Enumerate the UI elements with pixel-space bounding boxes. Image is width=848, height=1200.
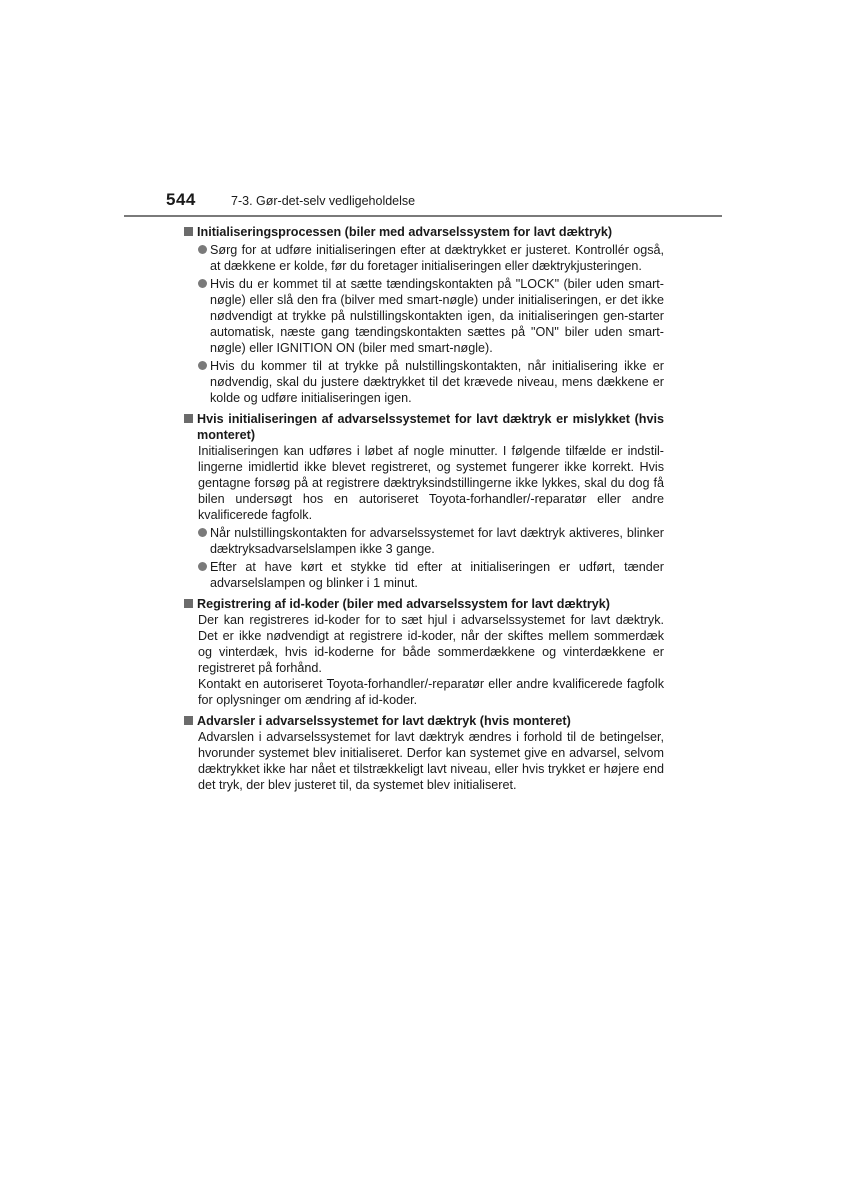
square-bullet-icon (184, 414, 193, 423)
section-body: Advarslen i advarselssystemet for lavt dæktryk ændres i forhold til de betingelser, hvorunder systemet blev initialiseret. Derfor kan systemet give en advarsel, selvom dæktrykket ikke har nået et tilstrækkeligt lavt niveau, eller hvis trykket er højere end det tryk, der blev justeret til, da systemet blev initialiseret. (198, 730, 664, 792)
list-item-text: Sørg for at udføre initialiseringen efter at dæktrykket er justeret. Kontrollér også, at dækkene er kolde, før du foretager initialiseringen eller dæktrykjusteringen. (210, 243, 664, 273)
section-initialization-process (184, 224, 664, 406)
section-id-code-registration (184, 596, 664, 708)
section-title: 7-3. Gør-det-selv vedligeholdelse (231, 194, 416, 208)
square-bullet-icon (184, 599, 193, 608)
circle-bullet-icon (198, 245, 207, 254)
circle-bullet-icon (198, 361, 207, 370)
section-body: Initialiseringen kan udføres i løbet af nogle minutter. I følgende tilfælde er indstil-lingerne imidlertid ikke blevet registreret, og systemet fungerer ikke korrekt. Hvis gentagne forsøg på at registrere dæktryksindstillingerne ikke lykkes, skal du dog få bilen undersøgt hos en autoriseret Toyota-forhandler/-reparatør eller andre kvalificerede fagfolk. (198, 444, 664, 522)
list-item (184, 358, 664, 406)
list-item (184, 559, 664, 591)
page-header (124, 190, 722, 220)
list-item-text: Efter at have kørt et stykke tid efter at initialiseringen er udført, tænder advarselslampen og blinker i 1 minut. (210, 560, 664, 590)
page-number: 544 (166, 190, 196, 209)
section-warnings (184, 713, 664, 793)
list-item (184, 276, 664, 356)
list-item-text: Hvis du er kommet til at sætte tændingskontakten på "LOCK" (biler uden smart-nøgle) eller slå den fra (bilver med smart-nøgle) under initialiseringen, er det ikke nødvendigt at trykke på nulstillingskontakten igen, da initialiseringen gen-starter automatisk, næste gang tændingskontakten sættes på "ON" biler uden smart-nøgle) eller IGNITION ON (biler med smart-nøgle). (210, 277, 664, 355)
list-item (184, 242, 664, 274)
section-heading: Advarsler i advarselssystemet for lavt dæktryk (hvis monteret) (197, 714, 571, 728)
square-bullet-icon (184, 716, 193, 725)
square-bullet-icon (184, 227, 193, 236)
list-item-text: Hvis du kommer til at trykke på nulstillingskontakten, når initialisering ikke er nødvendig, skal du justere dæktrykket til det krævede niveau, mens dækkene er kolde og udføre initialiseringen igen. (210, 359, 664, 405)
list-item-text: Når nulstillingskontakten for advarselssystemet for lavt dæktryk aktiveres, blinker dæktryksadvarselslampen ikke 3 gange. (210, 526, 664, 556)
section-body: Der kan registreres id-koder for to sæt hjul i advarselssystemet for lavt dæktryk. Det er ikke nødvendigt at registrere id-koder, når der skiftes mellem sommerdæk og vinterdæk, hvis id-koderne for både sommerdækkene og vinterdækkene er registreret på forhånd. (198, 613, 664, 675)
circle-bullet-icon (198, 279, 207, 288)
header-divider (124, 215, 722, 217)
circle-bullet-icon (198, 562, 207, 571)
page-content (184, 224, 664, 798)
section-heading: Registrering af id-koder (biler med advarselssystem for lavt dæktryk) (197, 597, 610, 611)
section-body-contact: Kontakt en autoriseret Toyota-forhandler/-reparatør eller andre kvalificerede fagfolk for oplysninger om ændring af id-koder. (198, 677, 664, 707)
list-item (184, 525, 664, 557)
section-heading: Hvis initialiseringen af advarselssystemet for lavt dæktryk er mislykket (hvis monteret) (197, 412, 664, 442)
section-initialization-failed (184, 411, 664, 591)
section-heading: Initialiseringsprocessen (biler med advarselssystem for lavt dæktryk) (197, 225, 613, 239)
circle-bullet-icon (198, 528, 207, 537)
